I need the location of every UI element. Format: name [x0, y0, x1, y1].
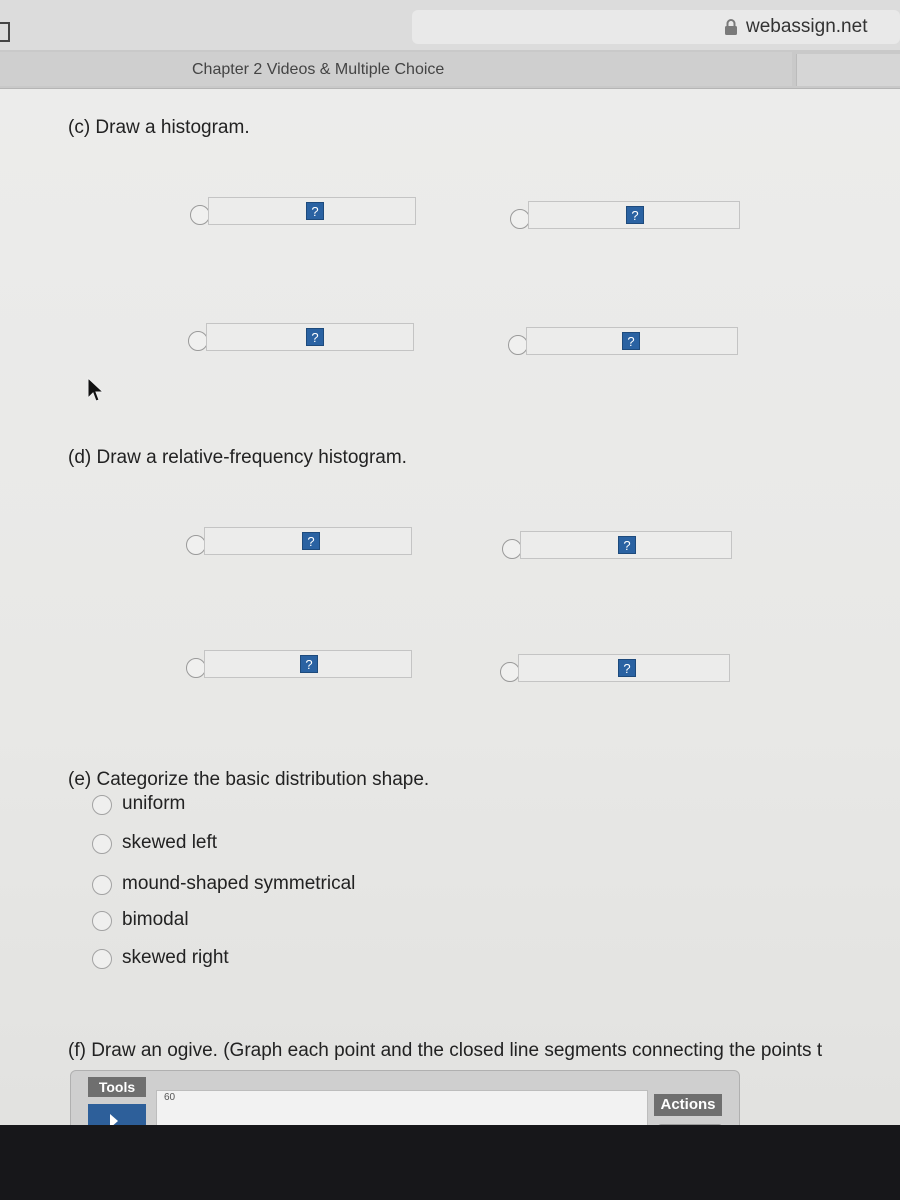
radio-button[interactable]: [92, 911, 112, 931]
radio-button[interactable]: [92, 875, 112, 895]
choice-bimodal[interactable]: [92, 908, 392, 934]
radio-button[interactable]: [92, 795, 112, 815]
radio-button[interactable]: [508, 335, 528, 355]
choice-label: mound-shaped symmetrical: [122, 873, 356, 894]
radio-button[interactable]: [500, 662, 520, 682]
browser-toolbar: [0, 0, 900, 52]
question-d-label: (d) Draw a relative-frequency histogram.: [68, 447, 407, 468]
radio-button[interactable]: [510, 209, 530, 229]
choice-label: skewed right: [122, 947, 229, 968]
help-icon[interactable]: ?: [306, 328, 324, 346]
choice-skewed-right[interactable]: [92, 946, 392, 972]
radio-button[interactable]: [92, 834, 112, 854]
radio-button[interactable]: [502, 539, 522, 559]
help-icon[interactable]: ?: [306, 202, 324, 220]
help-icon[interactable]: ?: [300, 655, 318, 673]
choice-label: uniform: [122, 793, 186, 814]
y-axis-tick: 60: [164, 1092, 176, 1103]
choice-skewed-left[interactable]: [92, 831, 392, 857]
radio-button[interactable]: [190, 205, 210, 225]
choice-label: skewed left: [122, 832, 218, 853]
help-icon[interactable]: ?: [302, 532, 320, 550]
tab-chapter-2[interactable]: [0, 52, 792, 86]
tab-other[interactable]: [796, 54, 900, 86]
help-icon[interactable]: ?: [618, 536, 636, 554]
question-c-label: (c) Draw a histogram.: [68, 117, 250, 138]
question-f-label: (f) Draw an ogive. (Graph each point and the closed line segments connecting the points t: [68, 1040, 823, 1061]
choice-label: bimodal: [122, 909, 189, 930]
help-icon[interactable]: ?: [618, 659, 636, 677]
radio-button[interactable]: [186, 535, 206, 555]
actions-header: Actions: [654, 1094, 722, 1116]
address-host: webassign.net: [746, 16, 868, 37]
address-bar[interactable]: [412, 10, 900, 44]
tab-title: Chapter 2 Videos & Multiple Choice: [192, 61, 445, 78]
lock-icon: [724, 19, 738, 35]
choice-uniform[interactable]: [92, 792, 392, 818]
question-e-label: (e) Categorize the basic distribution shape.: [68, 769, 430, 790]
radio-button[interactable]: [92, 949, 112, 969]
sidebar-toggle-icon[interactable]: [0, 22, 10, 42]
choice-mound-shaped-symmetrical[interactable]: [92, 872, 392, 898]
screen-bezel: [0, 1125, 900, 1200]
tools-header: Tools: [88, 1077, 146, 1097]
tab-bar: [0, 50, 900, 89]
help-icon[interactable]: ?: [626, 206, 644, 224]
radio-button[interactable]: [188, 331, 208, 351]
help-icon[interactable]: ?: [622, 332, 640, 350]
radio-button[interactable]: [186, 658, 206, 678]
mouse-cursor-icon: [86, 376, 104, 404]
